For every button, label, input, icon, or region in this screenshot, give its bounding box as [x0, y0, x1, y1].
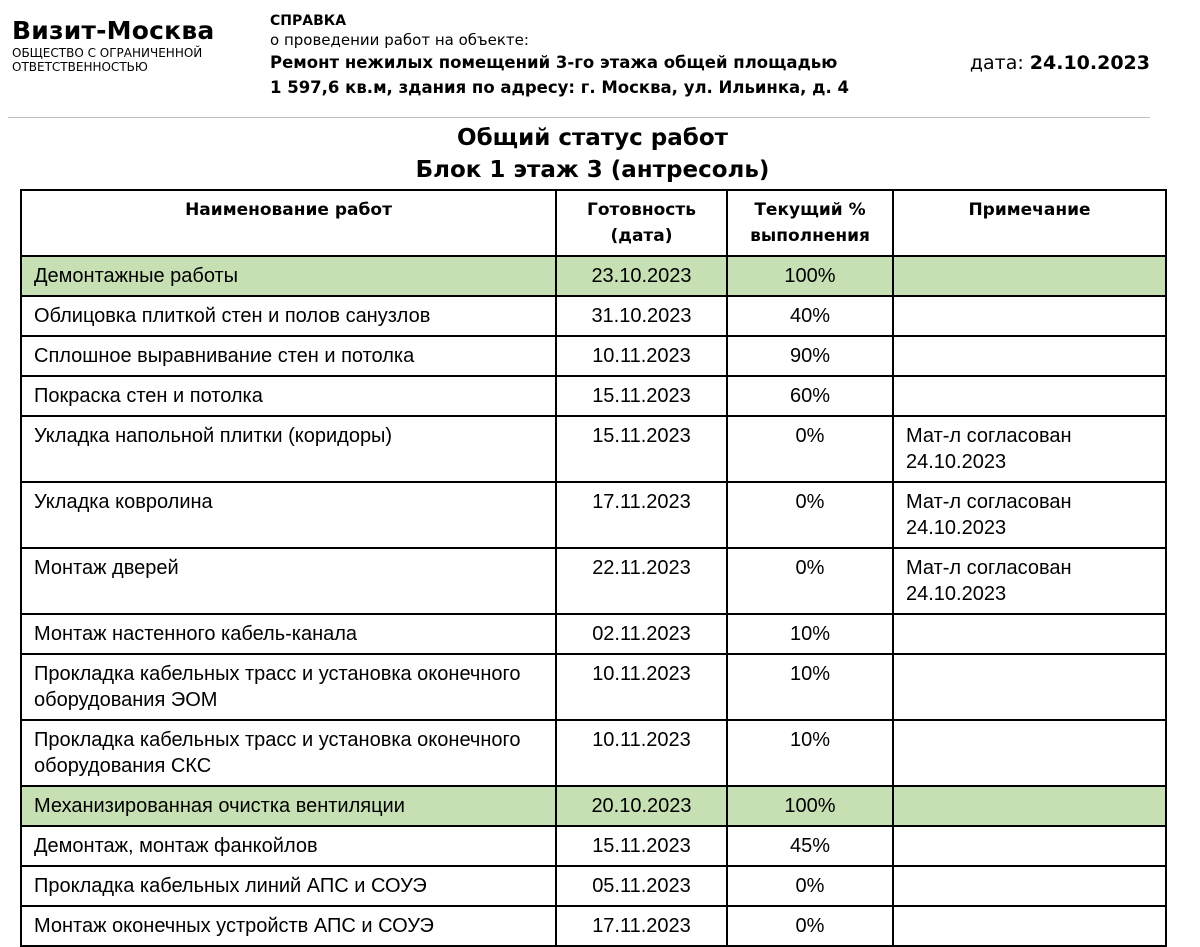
percent-cell: 90% [727, 336, 893, 376]
work-name-cell: Укладка ковролина [21, 482, 556, 548]
percent-cell: 0% [727, 906, 893, 946]
report-title-line-2: Блок 1 этаж 3 (антресоль) [415, 157, 770, 183]
work-name-cell: Сплошное выравнивание стен и потолка [21, 336, 556, 376]
work-status-table [20, 189, 1167, 947]
percent-cell: 40% [727, 296, 893, 336]
header-work-name: Наименование работ [21, 190, 556, 256]
note-cell [893, 614, 1166, 654]
table-row [21, 720, 1166, 786]
note-cell [893, 906, 1166, 946]
report-title [20, 122, 1165, 186]
note-cell [893, 336, 1166, 376]
note-cell [893, 376, 1166, 416]
percent-cell: 10% [727, 614, 893, 654]
percent-cell: 100% [727, 786, 893, 826]
note-cell: Мат-л согласован 24.10.2023 [893, 548, 1166, 614]
note-cell [893, 786, 1166, 826]
percent-cell: 10% [727, 654, 893, 720]
header-percent: Текущий % выполнения [727, 190, 893, 256]
note-cell [893, 866, 1166, 906]
table-row [21, 296, 1166, 336]
document-type: СПРАВКА [270, 13, 347, 29]
date-value: 24.10.2023 [1029, 52, 1150, 74]
document-header [270, 12, 920, 100]
table-row [21, 376, 1166, 416]
note-cell [893, 720, 1166, 786]
work-name-cell: Облицовка плиткой стен и полов санузлов [21, 296, 556, 336]
table-row [21, 256, 1166, 296]
work-name-cell: Прокладка кабельных трасс и установка оконечного оборудования ЭОМ [21, 654, 556, 720]
ready-date-cell: 15.11.2023 [556, 416, 727, 482]
table-row [21, 548, 1166, 614]
work-name-cell: Демонтажные работы [21, 256, 556, 296]
note-cell: Мат-л согласован 24.10.2023 [893, 482, 1166, 548]
percent-cell: 0% [727, 416, 893, 482]
ready-date-cell: 15.11.2023 [556, 826, 727, 866]
ready-date-cell: 10.11.2023 [556, 654, 727, 720]
percent-cell: 10% [727, 720, 893, 786]
ready-date-cell: 23.10.2023 [556, 256, 727, 296]
percent-cell: 100% [727, 256, 893, 296]
ready-date-cell: 20.10.2023 [556, 786, 727, 826]
company-name: Визит-Москва [12, 16, 215, 45]
table-row [21, 826, 1166, 866]
work-name-cell: Монтаж настенного кабель-канала [21, 614, 556, 654]
ready-date-cell: 05.11.2023 [556, 866, 727, 906]
table-row [21, 482, 1166, 548]
percent-cell: 45% [727, 826, 893, 866]
table-row [21, 906, 1166, 946]
table-header-row [21, 190, 1166, 256]
header-divider [8, 117, 1150, 118]
document-subtitle: о проведении работ на объекте: [270, 31, 529, 49]
object-description: Ремонт нежилых помещений 3-го этажа общей площадью 1 597,6 кв.м, здания по адресу: г. Москва, ул. Ильинка, д. 4 [270, 53, 849, 97]
percent-cell: 0% [727, 866, 893, 906]
table-row [21, 614, 1166, 654]
work-name-cell: Монтаж оконечных устройств АПС и СОУЭ [21, 906, 556, 946]
note-cell [893, 296, 1166, 336]
work-name-cell: Прокладка кабельных линий АПС и СОУЭ [21, 866, 556, 906]
work-name-cell: Механизированная очистка вентиляции [21, 786, 556, 826]
note-cell: Мат-л согласован 24.10.2023 [893, 416, 1166, 482]
ready-date-cell: 22.11.2023 [556, 548, 727, 614]
note-cell [893, 256, 1166, 296]
percent-cell: 60% [727, 376, 893, 416]
ready-date-cell: 17.11.2023 [556, 906, 727, 946]
company-legal-form: ОБЩЕСТВО С ОГРАНИЧЕННОЙ ОТВЕТСТВЕННОСТЬЮ [12, 46, 203, 74]
percent-cell: 0% [727, 482, 893, 548]
work-name-cell: Укладка напольной плитки (коридоры) [21, 416, 556, 482]
table-body [21, 256, 1166, 946]
ready-date-cell: 31.10.2023 [556, 296, 727, 336]
table-row [21, 416, 1166, 482]
note-cell [893, 654, 1166, 720]
ready-date-cell: 02.11.2023 [556, 614, 727, 654]
ready-date-cell: 10.11.2023 [556, 336, 727, 376]
percent-cell: 0% [727, 548, 893, 614]
table-row [21, 866, 1166, 906]
table-row [21, 654, 1166, 720]
ready-date-cell: 15.11.2023 [556, 376, 727, 416]
ready-date-cell: 17.11.2023 [556, 482, 727, 548]
document-date [970, 52, 1150, 74]
table-row [21, 786, 1166, 826]
company-block [12, 16, 222, 74]
work-name-cell: Монтаж дверей [21, 548, 556, 614]
report-title-line-1: Общий статус работ [457, 125, 728, 151]
header-note: Примечание [893, 190, 1166, 256]
work-name-cell: Покраска стен и потолка [21, 376, 556, 416]
header-ready-date: Готовность (дата) [556, 190, 727, 256]
table-row [21, 336, 1166, 376]
date-label: дата: [969, 52, 1024, 74]
ready-date-cell: 10.11.2023 [556, 720, 727, 786]
note-cell [893, 826, 1166, 866]
work-name-cell: Демонтаж, монтаж фанкойлов [21, 826, 556, 866]
work-name-cell: Прокладка кабельных трасс и установка оконечного оборудования СКС [21, 720, 556, 786]
